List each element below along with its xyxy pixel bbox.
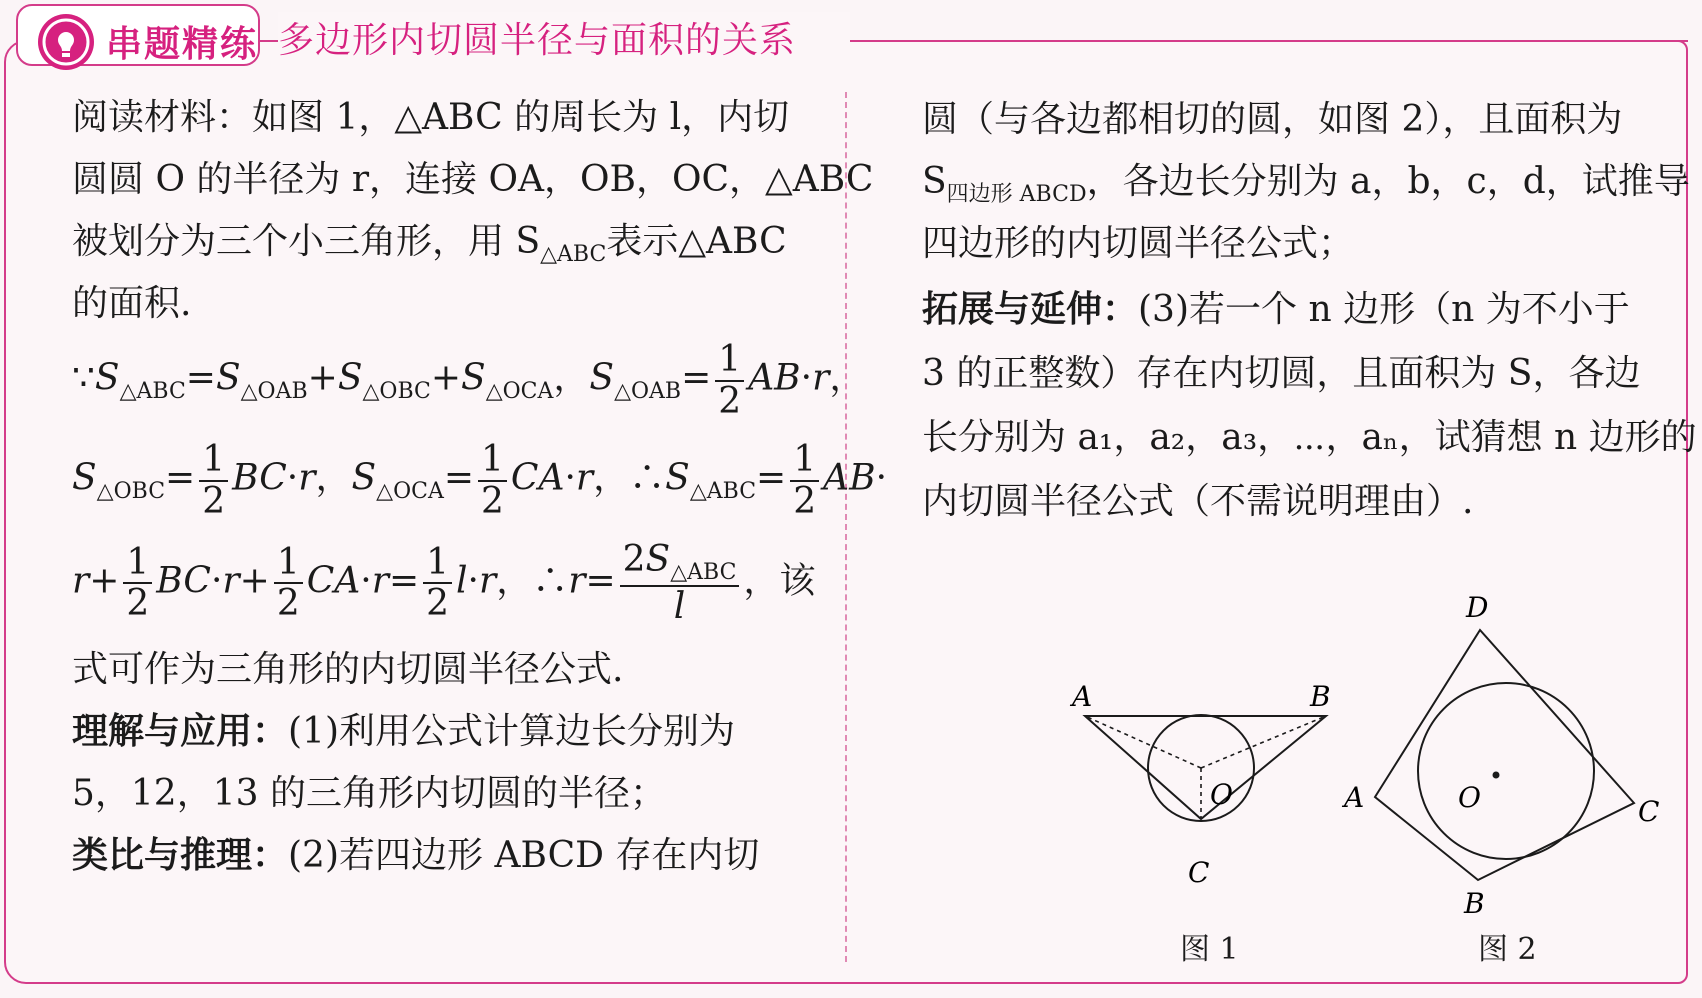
- column-divider: [845, 92, 847, 962]
- text-segment: S: [922, 161, 947, 202]
- bold-heading: 理解与应用：: [72, 711, 289, 752]
- text-line: [72, 698, 735, 765]
- formula-line: $S_{\triangle OBC}=$ $\frac{1}{2}$ BC·r，$S_{\triangle OCA}=$ $\frac{1}{2}$ CA·r，$\therefore S_{\triangle ABC}=$ $\frac{1}{2}$ AB·: [72, 439, 888, 522]
- vertex-label-c: C: [1188, 856, 1210, 889]
- text-segment: 被划分为三个小三角形，用 S: [72, 221, 541, 262]
- text-line: 圆（与各边都相切的圆，如图 2），且面积为: [922, 99, 1623, 140]
- text-line: 圆圆 O 的半径为 r，连接 OA，OB，OC，△ABC: [72, 159, 874, 200]
- incircle: [1418, 683, 1594, 859]
- center-point: [1493, 772, 1500, 779]
- vertex-label-c: C: [1638, 795, 1660, 828]
- section-badge: [16, 4, 260, 66]
- center-label-o: O: [1210, 778, 1233, 811]
- text-segment: (3)若一个 n 边形（n 为不小于: [1138, 289, 1630, 330]
- header-rule: [858, 40, 1688, 42]
- segment-ob: [1201, 716, 1326, 768]
- text-line: 3 的正整数）存在内切圆，且面积为 S，各边: [922, 353, 1641, 394]
- text-segment: (1)利用公式计算边长分别为: [288, 711, 736, 752]
- figure-1-caption: 图 1: [1180, 932, 1239, 967]
- vertex-label-a: A: [1344, 781, 1365, 814]
- text-segment: ，各边长分别为 a，b，c，d，试推导: [1086, 161, 1690, 202]
- bold-heading: 类比与推理：: [72, 835, 289, 876]
- text-line: [922, 276, 1630, 343]
- figure-2-diagram: [1330, 585, 1670, 915]
- text-line: 长分别为 a₁，a₂，a₃，⋯，aₙ，试猜想 n 边形的: [922, 417, 1697, 458]
- formula-line: $\because S_{\triangle ABC}=S_{\triangle OAB}+S_{\triangle OBC}+S_{\triangle OCA}$，$S_{\triangle OAB}=$ $\frac{1}{2}$ AB·r，: [72, 339, 866, 422]
- section-title: 多边形内切圆半径与面积的关系: [278, 12, 850, 64]
- formula-line: r+ $\frac{1}{2}$ BC·r+ $\frac{1}{2}$ CA·r= $\frac{1}{2}$ l·r，∴r= $\frac{2S_{\triangle ABC}}{l}$ ，该: [72, 539, 816, 628]
- vertex-label-b: B: [1310, 680, 1331, 713]
- figure-1-diagram: [1060, 670, 1350, 910]
- text-line: 四边形的内切圆半径公式；: [922, 223, 1355, 264]
- text-line: [72, 822, 759, 889]
- vertex-label-a: A: [1072, 680, 1093, 713]
- text-line: 阅读材料：如图 1，△ABC 的周长为 l，内切: [72, 97, 790, 138]
- text-line: 5，12，13 的三角形内切圆的半径；: [72, 773, 666, 814]
- vertex-label-d: D: [1466, 591, 1489, 624]
- figure-2-caption: 图 2: [1478, 932, 1537, 967]
- badge-label: 串题精练: [106, 24, 259, 65]
- lightbulb-head-icon: [38, 14, 94, 70]
- quadrilateral-abcd: [1375, 630, 1634, 880]
- bold-heading: 拓展与延伸：: [922, 289, 1139, 330]
- text-segment: 表示△ABC: [606, 221, 787, 262]
- vertex-label-b: B: [1464, 887, 1485, 915]
- subscript: △ABC: [540, 242, 607, 268]
- subscript: 四边形 ABCD: [946, 182, 1087, 208]
- segment-oa: [1085, 716, 1201, 768]
- text-line: 式可作为三角形的内切圆半径公式.: [72, 649, 624, 690]
- text-line: 内切圆半径公式（不需说明理由）.: [922, 481, 1474, 522]
- text-segment: (2)若四边形 ABCD 存在内切: [288, 835, 760, 876]
- center-label-o: O: [1458, 781, 1481, 814]
- text-line: 的面积.: [72, 283, 192, 324]
